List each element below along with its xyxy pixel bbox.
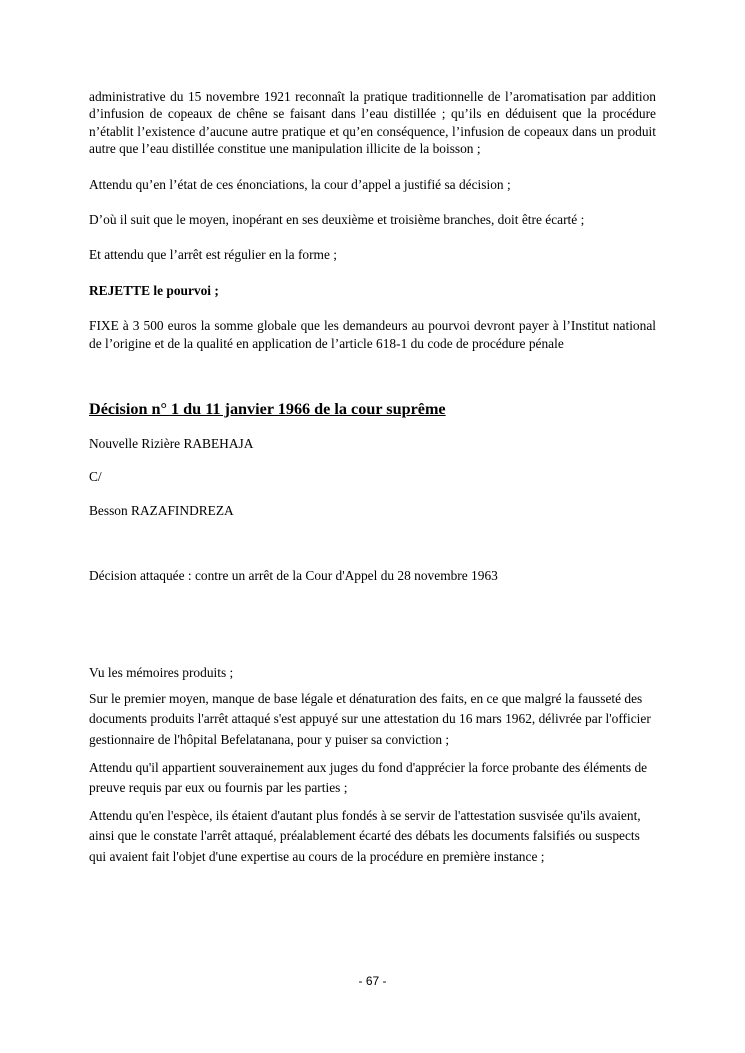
paragraph-rejette: REJETTE le pourvoi ;: [89, 282, 219, 298]
document-page: [89, 88, 656, 867]
party-defendant: Besson RAZAFINDREZA: [89, 502, 234, 518]
paragraph-aromatisation: administrative du 15 novembre 1921 reconnaît la pratique traditionnelle de l’aromatisation par addition d’infusion de copeaux de chêne se faisant dans l’eau distillée ; qu’ils en déduisent que la procédure n’établit l’existence d’aucune autre pratique et qu’en conséquence, l’infusion de copeaux dans un produit autre que l’eau distillée constitue une manipulation illicite de la boisson ;: [89, 89, 656, 157]
decision-title: Décision n° 1 du 11 janvier 1966 de la cour suprême: [89, 400, 446, 419]
paragraph-regulier: Et attendu que l’arrêt est régulier en la forme ;: [89, 247, 337, 263]
paragraph-attendu-justifie: Attendu qu’en l’état de ces énonciations, la cour d’appel a justifié sa décision ;: [89, 176, 511, 192]
paragraph-memoires: Vu les mémoires produits ;: [89, 664, 234, 680]
paragraph-attendu-espece: Attendu qu'en l'espèce, ils étaient d'autant plus fondés à se servir de l'attestation susvisée qu'ils avaient, ainsi que le constate l'arrêt attaqué, préalablement écarté des débats les documents falsifiés ou suspects qui avaient fait l'objet d'une expertise au cours de la procédure en première instance ;: [89, 808, 641, 864]
paragraph-moyen-ecarte: D’où il suit que le moyen, inopérant en ses deuxième et troisième branches, doit être écarté ;: [89, 212, 585, 228]
paragraph-fixe: FIXE à 3 500 euros la somme globale que les demandeurs au pourvoi devront payer à l’Institut national de l’origine et de la qualité en application de l’article 618-1 du code de procédure pénale: [89, 318, 656, 351]
paragraph-attendu-souverainement: Attendu qu'il appartient souverainement aux juges du fond d'apprécier la force probante des éléments de preuve requis par eux ou fournis par les parties ;: [89, 759, 648, 795]
party-plaintiff: Nouvelle Rizière RABEHAJA: [89, 436, 254, 452]
decision-attacked: Décision attaquée : contre un arrêt de la Cour d'Appel du 28 novembre 1963: [89, 568, 498, 584]
versus-label: C/: [89, 469, 102, 485]
paragraph-premier-moyen: Sur le premier moyen, manque de base légale et dénaturation des faits, en ce que malgré la fausseté des documents produits l'arrêt attaqué s'est appuyé sur une attestation du 16 mars 1962, délivrée par l'officier gestionnaire de l'hôpital Befelatanana, pour y puiser sa conviction ;: [89, 691, 651, 747]
page-number: - 67 -: [358, 974, 387, 988]
